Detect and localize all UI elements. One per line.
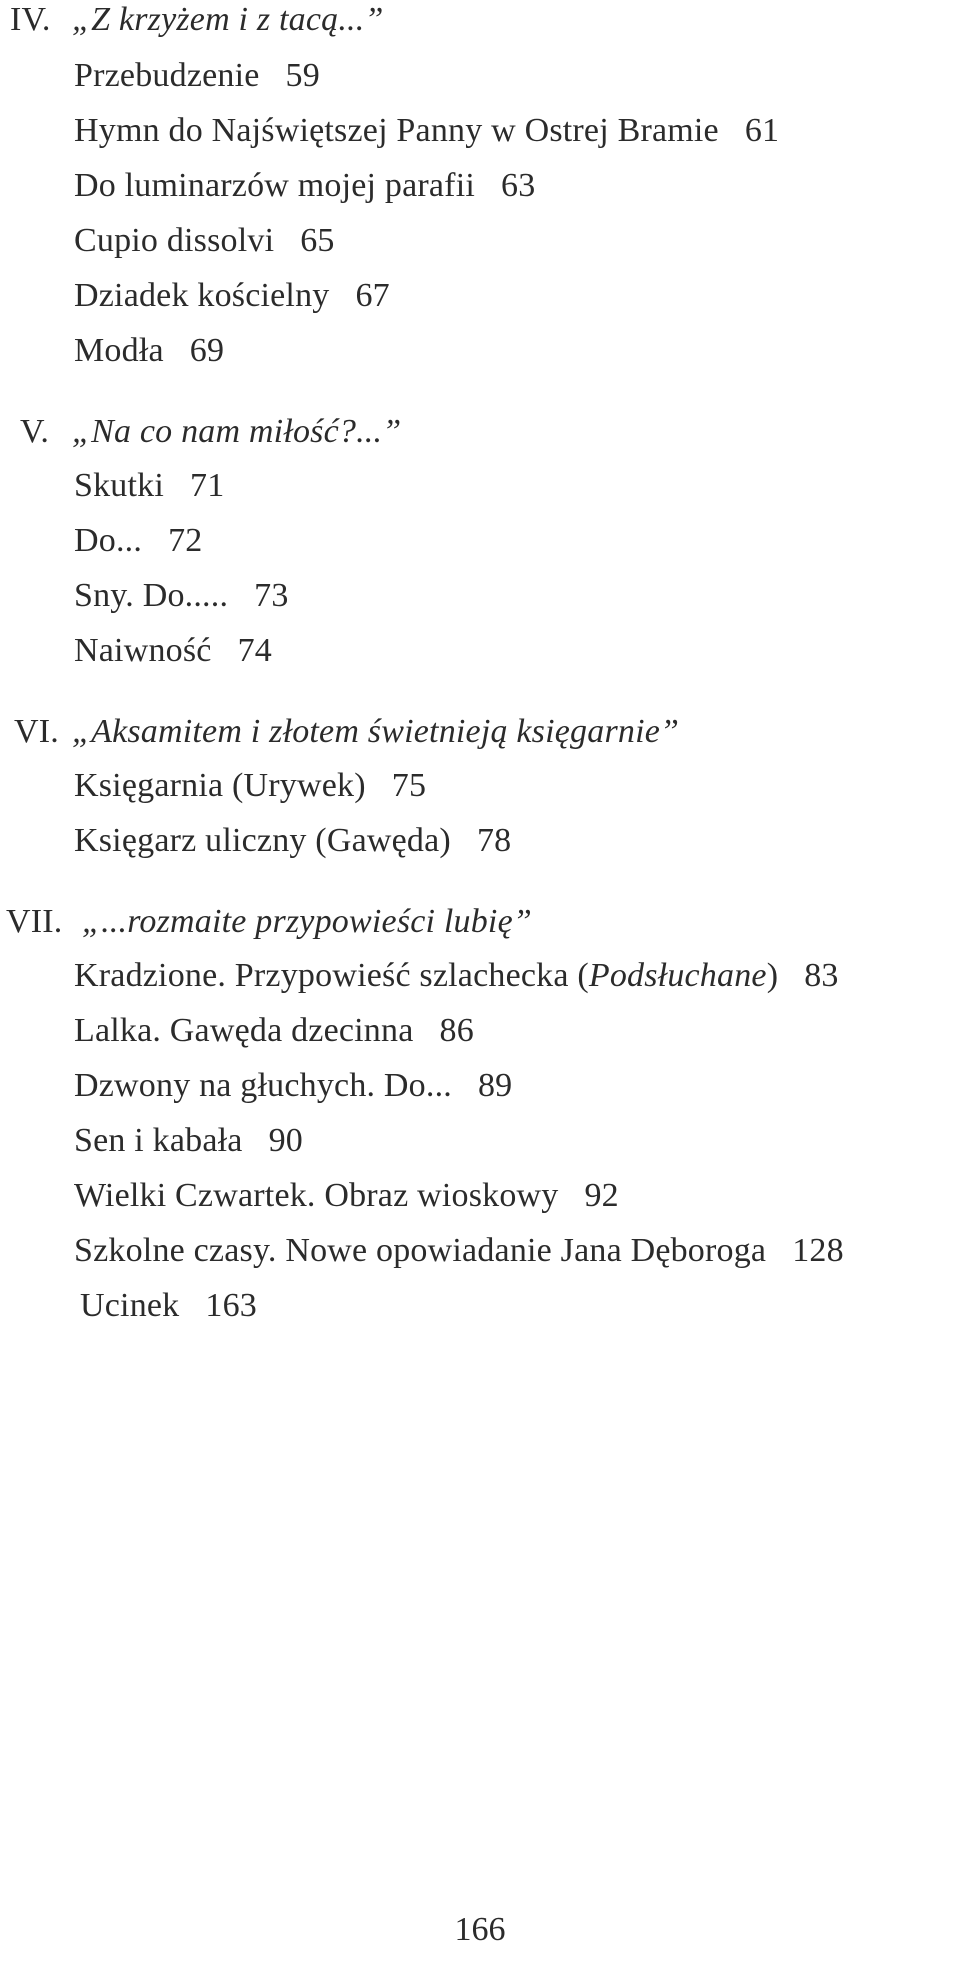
- toc-entry: [74, 1231, 844, 1271]
- toc-entry-page: 71: [190, 467, 225, 504]
- toc-entry-title: Szkolne czasy. Nowe opowiadanie Jana Dęboroga: [74, 1232, 767, 1269]
- toc-entry-page: 73: [254, 577, 289, 614]
- toc-entry: [74, 956, 839, 996]
- toc-entry-title: Sny. Do.....: [74, 577, 229, 614]
- toc-entry: [74, 56, 320, 96]
- toc-entry: [74, 521, 202, 561]
- toc-entry: [74, 331, 224, 371]
- toc-entry-page: 86: [439, 1012, 474, 1049]
- section-numeral: V.: [20, 413, 50, 450]
- toc-entry-page: 163: [205, 1287, 257, 1324]
- toc-entry-title: Naiwność: [74, 632, 212, 669]
- toc-entry-title: Księgarnia (Urywek): [74, 767, 366, 804]
- toc-entry: [74, 221, 335, 261]
- toc-entry-page: 59: [285, 57, 320, 94]
- toc-entry-page: 78: [476, 822, 512, 859]
- page-number: 166: [454, 1911, 506, 1948]
- toc-entry-title: Dziadek kościelny: [74, 277, 330, 314]
- toc-entry-page: 61: [744, 112, 780, 149]
- toc-entry-title-part: Kradzione. Przypowieść szlachecka (: [74, 957, 589, 994]
- section-title: „Z krzyżem i z tacą...”: [72, 1, 384, 38]
- toc-entry-title: Skutki: [74, 467, 165, 504]
- toc-entry-page: 90: [268, 1122, 303, 1159]
- section-numeral: VII.: [6, 903, 63, 940]
- toc-entry-title: Ucinek: [80, 1287, 180, 1324]
- toc-entry-title: Hymn do Najświętszej Panny w Ostrej Bramie: [74, 112, 719, 149]
- toc-entry-page: 65: [300, 222, 335, 259]
- toc-entry-title: Sen i kabała: [74, 1122, 243, 1159]
- toc-entry-page: 72: [168, 522, 203, 559]
- toc-entry: [74, 1066, 512, 1106]
- section-numeral: IV.: [10, 1, 51, 38]
- toc-entry-title: Przebudzenie: [74, 57, 260, 94]
- toc-entry-page: 63: [501, 167, 536, 204]
- toc-entry-title: [74, 956, 778, 996]
- toc-entry-title: Lalka. Gawęda dzecinna: [74, 1012, 414, 1049]
- section-title: „Na co nam miłość?...”: [72, 413, 402, 450]
- toc-entry-page: 89: [477, 1067, 513, 1104]
- toc-entry-title: Wielki Czwartek. Obraz wioskowy: [74, 1177, 559, 1214]
- toc-entry: [74, 1176, 619, 1216]
- toc-entry-page: 75: [391, 767, 427, 804]
- toc-entry: [74, 766, 426, 806]
- toc-entry-title: Do luminarzów mojej parafii: [74, 167, 475, 204]
- toc-entry-page: 92: [584, 1177, 619, 1214]
- toc-entry: [74, 276, 390, 316]
- toc-entry-page: 83: [804, 957, 839, 994]
- toc-entry-page: 128: [792, 1232, 844, 1269]
- section-numeral: VI.: [14, 713, 59, 750]
- toc-entry-title-part: ): [766, 957, 779, 994]
- section-title: „Aksamitem i złotem świetnieją księgarnie”: [72, 713, 680, 750]
- toc-entry-title-italic: Podsłuchane: [588, 957, 767, 994]
- toc-entry-title: Cupio dissolvi: [74, 222, 275, 259]
- toc-entry-page: 67: [355, 277, 390, 314]
- toc-entry: [74, 166, 535, 206]
- toc-entry-title: Księgarz uliczny (Gawęda): [74, 822, 451, 859]
- toc-entry: [74, 466, 224, 506]
- toc-entry-page: 69: [189, 332, 225, 369]
- toc-entry-title: Modła: [74, 332, 164, 369]
- toc-entry-title: Do...: [74, 522, 143, 559]
- toc-entry-page: 74: [237, 632, 272, 669]
- toc-entry-title: Dzwony na głuchych. Do...: [74, 1067, 452, 1104]
- toc-entry: [74, 821, 511, 861]
- toc-entry: [74, 1121, 303, 1161]
- toc-entry: [74, 576, 289, 616]
- toc-entry: [74, 1011, 474, 1051]
- section-title: „...rozmaite przypowieści lubię”: [82, 903, 532, 940]
- toc-entry: [74, 111, 779, 151]
- toc-entry: [80, 1286, 257, 1326]
- toc-entry: [74, 631, 272, 671]
